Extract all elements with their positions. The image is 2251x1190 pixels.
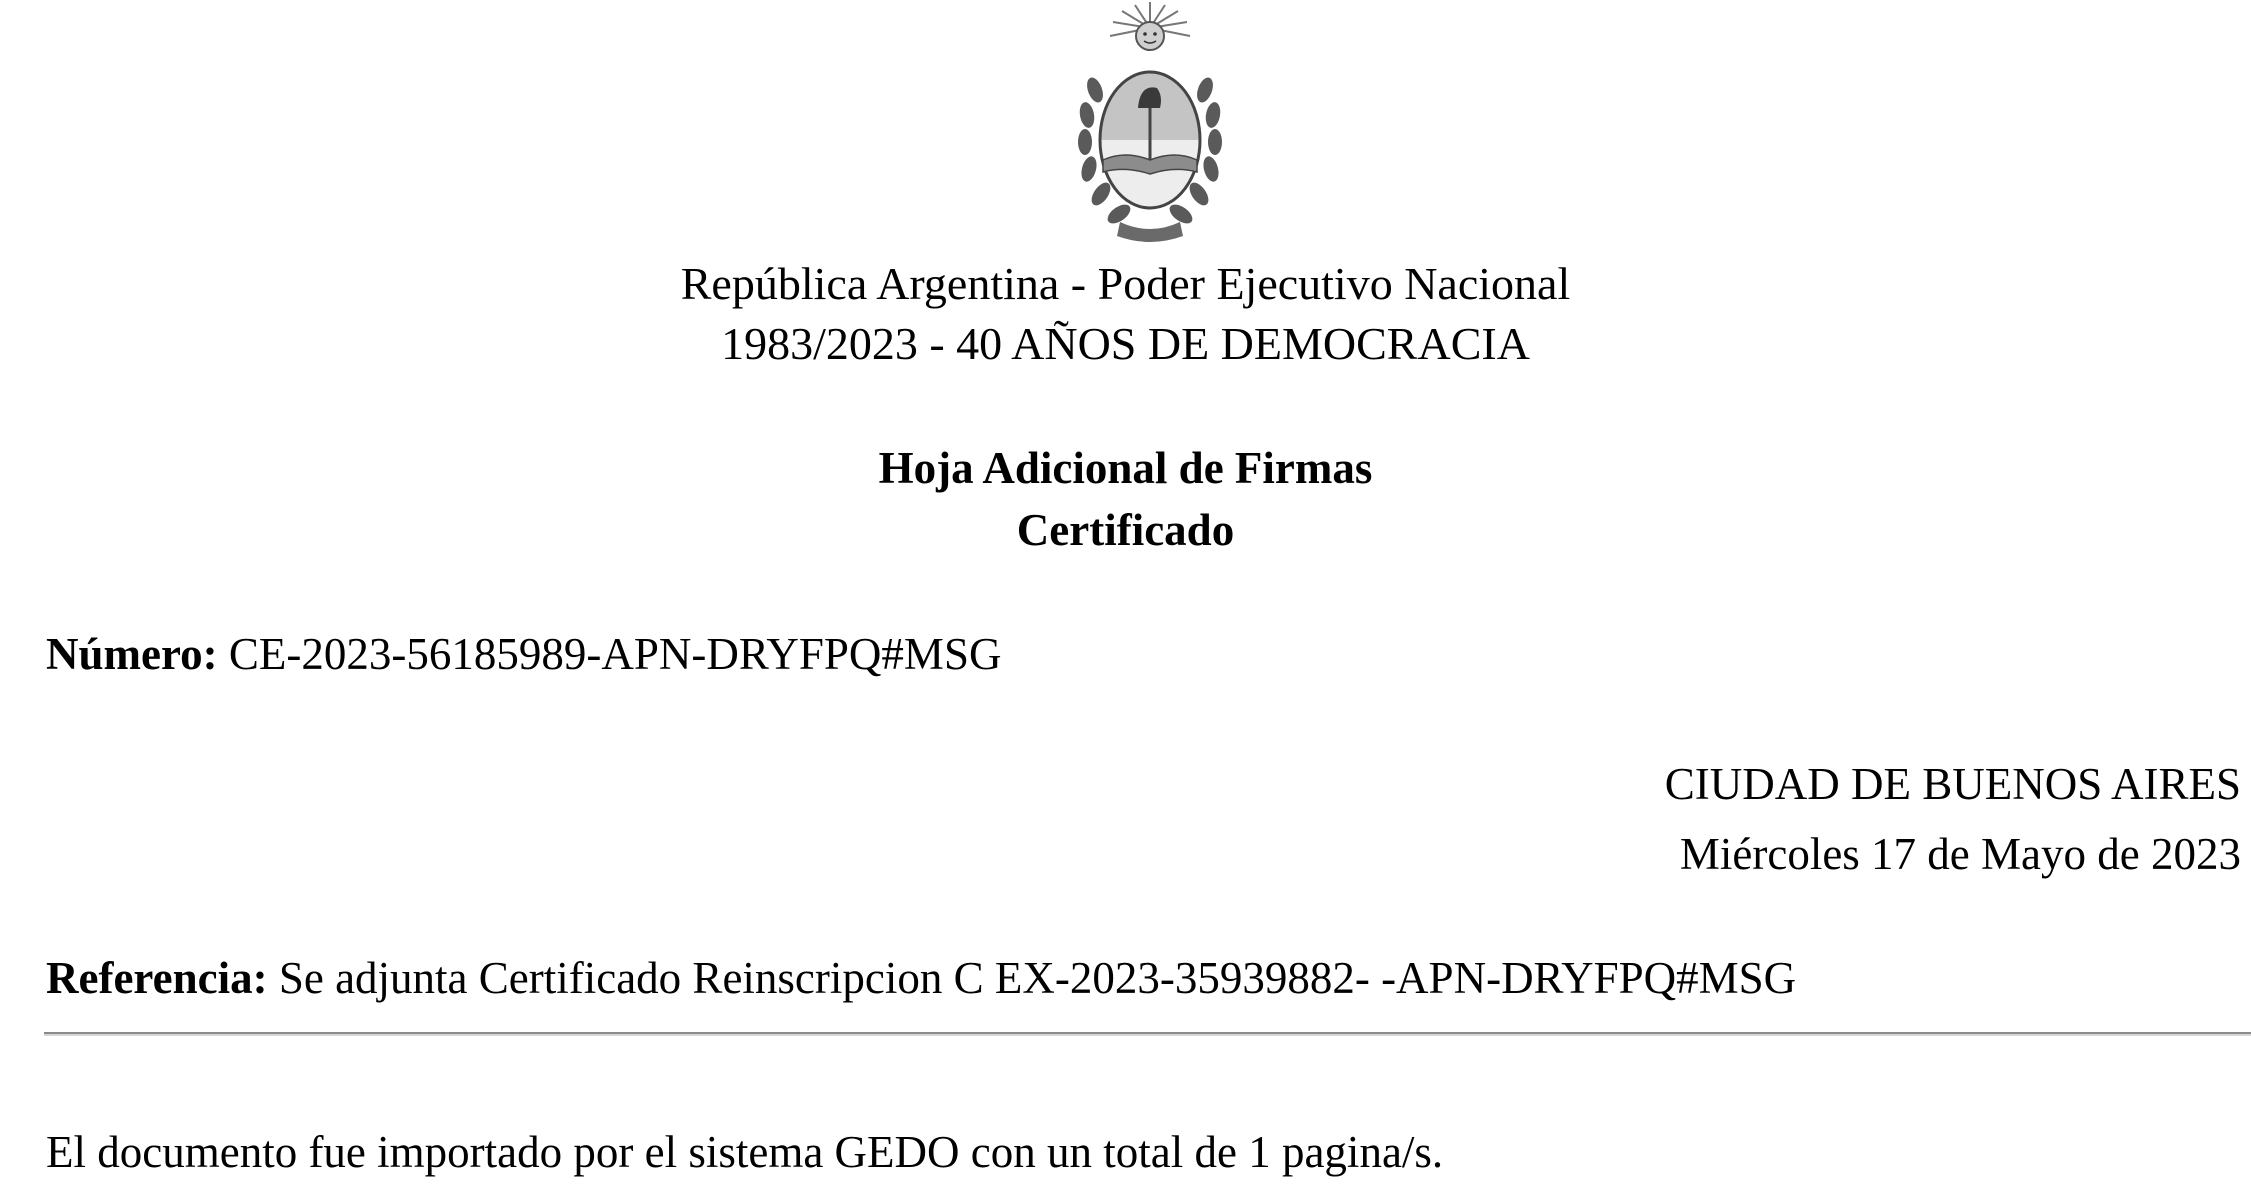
numero-value: CE-2023-56185989-APN-DRYFPQ#MSG [228, 629, 1002, 679]
header-line-republica: República Argentina - Poder Ejecutivo Nacional [680, 258, 1571, 309]
horizontal-divider [44, 1032, 2251, 1036]
location-date: Miércoles 17 de Mayo de 2023 [1679, 829, 2241, 879]
referencia-label: Referencia: [46, 953, 268, 1003]
body-text: El documento fue importado por el sistema GEDO con un total de 1 pagina/s. [46, 1127, 1444, 1177]
referencia-row [46, 950, 1796, 1006]
argentina-coat-of-arms-icon [1065, 0, 1235, 255]
location-city: CIUDAD DE BUENOS AIRES [1664, 759, 2241, 809]
referencia-value: Se adjunta Certificado Reinscripcion C EX-2023-35939882- -APN-DRYFPQ#MSG [278, 953, 1797, 1003]
header-line-democracia: 1983/2023 - 40 AÑOS DE DEMOCRACIA [721, 318, 1530, 369]
document-subtitle: Certificado [1016, 505, 1235, 555]
document-title: Hoja Adicional de Firmas [878, 443, 1373, 493]
numero-row [46, 626, 1001, 682]
numero-label: Número: [46, 629, 218, 679]
